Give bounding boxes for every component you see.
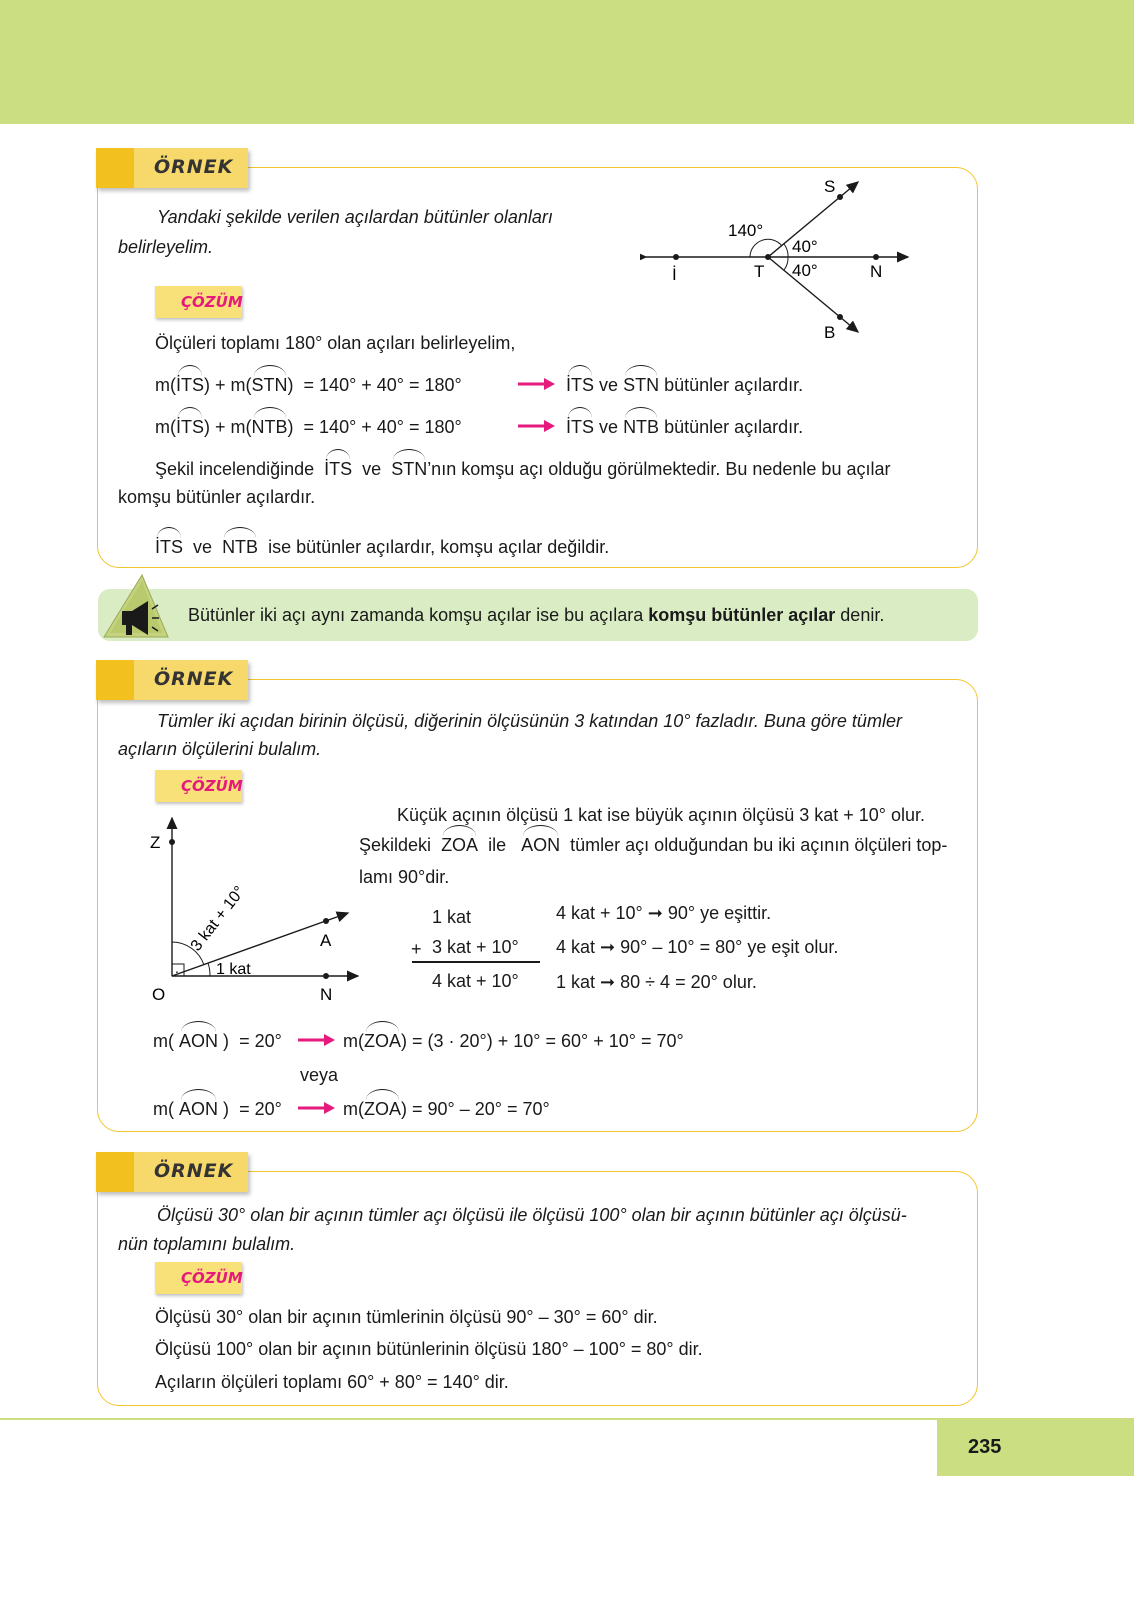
- label-3kat: 3 kat + 10°: [187, 883, 249, 955]
- point-Z: [169, 839, 175, 845]
- arrow-right-icon: ➞: [647, 903, 663, 923]
- arrow-icon: [298, 1101, 336, 1115]
- arrow-icon: [518, 377, 556, 391]
- arrow-icon: [298, 1033, 336, 1047]
- rule-text: Bütünler iki açı aynı zamanda komşu açılar ise bu açılara komşu bütünler açılar denir.: [188, 605, 885, 625]
- point-N: [873, 254, 879, 260]
- ex1-question-line1: Yandaki şekilde verilen açılardan bütünler olanları: [157, 207, 553, 227]
- ex2-step-1: 4 kat + 10° ➞ 90° ye eşittir.: [556, 903, 772, 923]
- cozum-label: ÇÖZÜM: [181, 777, 243, 795]
- arrow-icon: [518, 419, 556, 433]
- ex2-p2: Şekildeki ZOA ile AON tümler açı olduğundan bu iki açının ölçüleri top-: [359, 835, 948, 855]
- ex2-veya: veya: [300, 1065, 339, 1085]
- cozum-tab-2: [155, 770, 242, 802]
- ex3-line-1: Ölçüsü 30° olan bir açının tümlerinin ölçüsü 90° – 30° = 60° dir.: [155, 1307, 658, 1327]
- right-angle-dot: .: [175, 960, 179, 976]
- ex1-equation-1: m(İTS) + m(STN) = 140° + 40° = 180°: [155, 375, 462, 395]
- label-40-bottom: 40°: [792, 261, 818, 280]
- point-T: [765, 254, 771, 260]
- cozum-label: ÇÖZÜM: [181, 1269, 243, 1287]
- ex3-line-2: Ölçüsü 100° olan bir açının bütünlerinin ölçüsü 180° – 100° = 80° dir.: [155, 1339, 703, 1359]
- point-B: [837, 314, 843, 320]
- ex1-result-2: İTS ve NTB bütünler açılardır.: [566, 417, 804, 437]
- ex3-line-3: Açıların ölçüleri toplamı 60° + 80° = 140° dir.: [155, 1372, 509, 1392]
- ornek-label: ÖRNEK: [154, 156, 234, 178]
- point-S: [837, 194, 843, 200]
- point-I: [673, 254, 679, 260]
- label-140: 140°: [728, 221, 764, 240]
- ornek-tab-2: [96, 660, 248, 700]
- ornek-label: ÖRNEK: [154, 1160, 234, 1182]
- ornek-label: ÖRNEK: [154, 668, 234, 690]
- ex1-solution-intro: Ölçüleri toplamı 180° olan açıları belirleyelim,: [155, 333, 516, 353]
- point-N: [323, 973, 329, 979]
- label-Z: Z: [150, 833, 161, 852]
- ex2-result-1-left: m( AON ) = 20°: [153, 1031, 282, 1051]
- arc-40a: [784, 244, 788, 257]
- ornek-tab-1: [96, 148, 248, 188]
- addend-2: 3 kat + 10°: [432, 937, 519, 957]
- page-number: 235: [968, 1436, 1002, 1458]
- add-plus: +: [411, 939, 422, 959]
- label-N: N: [870, 262, 883, 281]
- ex2-result-2-left: m( AON ) = 20°: [153, 1099, 282, 1119]
- ornek-tab-3: [96, 1152, 248, 1192]
- arc-40b: [784, 257, 788, 270]
- ex2-question-line1: Tümler iki açıdan birinin ölçüsü, diğerinin ölçüsünün 3 katından 10° fazladır. Buna göre tümler: [157, 711, 902, 731]
- cozum-tab-3: [155, 1262, 242, 1294]
- page-number-box: [937, 1420, 1134, 1476]
- arrow-right-icon: ➞: [600, 972, 616, 992]
- label-40-top: 40°: [792, 237, 818, 256]
- ex1-result-1: İTS ve STN bütünler açılardır.: [566, 375, 804, 395]
- point-A: [323, 918, 329, 924]
- label-T: T: [754, 262, 765, 281]
- sum-rule: [412, 961, 540, 963]
- label-I: İ: [672, 265, 677, 284]
- ex1-last-line: İTS ve NTB ise bütünler açılardır, komşu açılar değildir.: [155, 537, 610, 557]
- ex3-question-line2: nün toplamını bulalım.: [118, 1234, 296, 1254]
- label-N: N: [320, 985, 333, 1004]
- ex1-sekil-line1: Şekil incelendiğinde İTS ve STN’nın komşu açı olduğu görülmektedir. Bu nedenle bu açılar: [155, 459, 891, 479]
- ex2-step-3: 1 kat ➞ 80 ÷ 4 = 20° olur.: [556, 972, 757, 992]
- ex2-result-1-right: m(ZOA) = (3 · 20°) + 10° = 60° + 10° = 70°: [343, 1031, 684, 1051]
- label-A: A: [320, 931, 332, 950]
- addend-1: 1 kat: [432, 907, 472, 927]
- arc-140: [750, 239, 782, 257]
- ex1-question-line2: belirleyelim.: [118, 237, 214, 257]
- ex2-step-2: 4 kat ➞ 90° – 10° = 80° ye eşit olur.: [556, 937, 839, 957]
- ex1-figure: [640, 170, 920, 350]
- add-sum: 4 kat + 10°: [432, 971, 519, 991]
- label-1kat: 1 kat: [216, 961, 251, 978]
- label-O: O: [152, 985, 166, 1004]
- ex2-p1: Küçük açının ölçüsü 1 kat ise büyük açının ölçüsü 3 kat + 10° olur.: [397, 805, 926, 825]
- ex2-p3: lamı 90°dir.: [359, 867, 450, 887]
- arrow-right-icon: ➞: [600, 937, 616, 957]
- cozum-tab-1: [155, 286, 242, 318]
- label-S: S: [824, 177, 836, 196]
- ex2-result-2-right: m(ZOA) = 90° – 20° = 70°: [343, 1099, 550, 1119]
- ex2-figure: [140, 810, 370, 1010]
- arc-small: [208, 963, 210, 976]
- ex1-sekil-line2: komşu bütünler açılardır.: [118, 487, 316, 507]
- label-B: B: [824, 323, 836, 342]
- cozum-label: ÇÖZÜM: [181, 293, 243, 311]
- top-band: [0, 0, 1134, 124]
- megaphone-icon: [96, 573, 176, 645]
- ex3-question-line1: Ölçüsü 30° olan bir açının tümler açı ölçüsü ile ölçüsü 100° olan bir açının bütünler açı ölçüsü-: [157, 1205, 907, 1225]
- ex2-question-line2: açıların ölçülerini bulalım.: [118, 739, 322, 759]
- ex1-equation-2: m(İTS) + m(NTB) = 140° + 40° = 180°: [155, 417, 462, 437]
